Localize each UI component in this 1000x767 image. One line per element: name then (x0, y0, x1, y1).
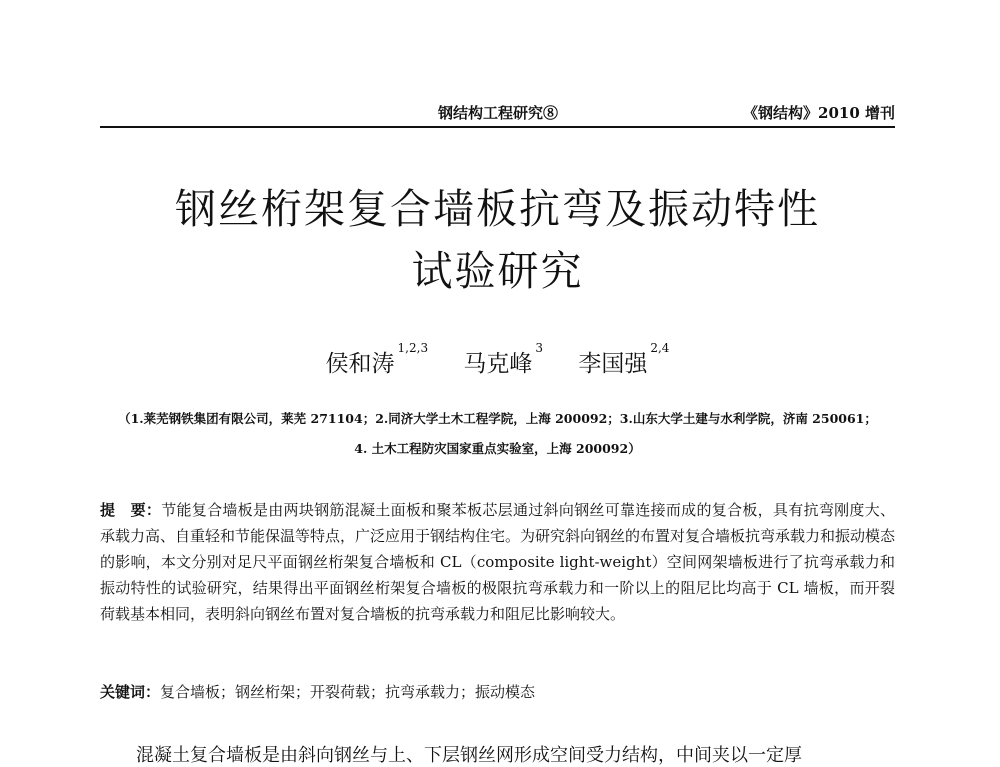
affiliation-line-2: 4. 土木工程防灾国家重点实验室，上海 200092） (354, 441, 641, 456)
author-1 (325, 341, 429, 377)
author-affiliation-ref: 1,2,3 (397, 341, 429, 355)
keywords-text: 复合墙板；钢丝桁架；开裂荷载；抗弯承载力；振动模态 (160, 683, 536, 701)
author-3 (578, 341, 670, 377)
author-name: 李国强 (578, 351, 648, 377)
paper-title (100, 178, 895, 302)
author-name: 马克峰 (463, 351, 533, 377)
running-header (100, 100, 895, 126)
author-list (100, 341, 895, 378)
keywords-label: 关键词： (100, 683, 161, 701)
author-affiliation-ref: 3 (535, 341, 544, 355)
title-line-2: 试验研究 (411, 247, 584, 295)
author-2 (463, 341, 544, 377)
abstract (100, 497, 895, 627)
body-first-line: 混凝土复合墙板是由斜向钢丝与上、下层钢丝网形成空间受力结构，中间夹以一定厚 (136, 745, 802, 766)
abstract-label: 提 要： (100, 501, 162, 519)
series-title: 钢结构工程研究⑧ (438, 104, 559, 122)
title-line-1: 钢丝桁架复合墙板抗弯及振动特性 (175, 185, 820, 233)
header-rule (100, 126, 895, 128)
journal-issue: 《钢结构》2010 增刊 (743, 104, 895, 122)
affiliations (100, 404, 895, 464)
abstract-text: 节能复合墙板是由两块钢筋混凝土面板和聚苯板芯层通过斜向钢丝可靠连接而成的复合板，具有抗弯刚度大、承载力高、自重轻和节能保温等特点，广泛应用于钢结构住宅。为研究斜向钢丝的布置对复合墙板抗弯承载力和振动模态的影响，本文分别对足尺平面钢丝桁架复合墙板和 CL（composite light-weight）空间网架墙板进行了抗弯承载力和振动特性的试验研究，结果得出平面钢丝桁架复合墙板的极限抗弯承载力和一阶以上的阻尼比均高于 CL 墙板，而开裂荷载基本相同，表明斜向钢丝布置对复合墙板的抗弯承载力和阻尼比影响较大。 (100, 501, 896, 623)
affiliation-line-1: （1.莱芜钢铁集团有限公司，莱芜 271104；2.同济大学土木工程学院，上海 200092；3.山东大学土建与水利学院，济南 250061； (118, 411, 877, 426)
author-name: 侯和涛 (325, 351, 395, 377)
author-affiliation-ref: 2,4 (650, 341, 670, 355)
keywords (100, 681, 895, 702)
